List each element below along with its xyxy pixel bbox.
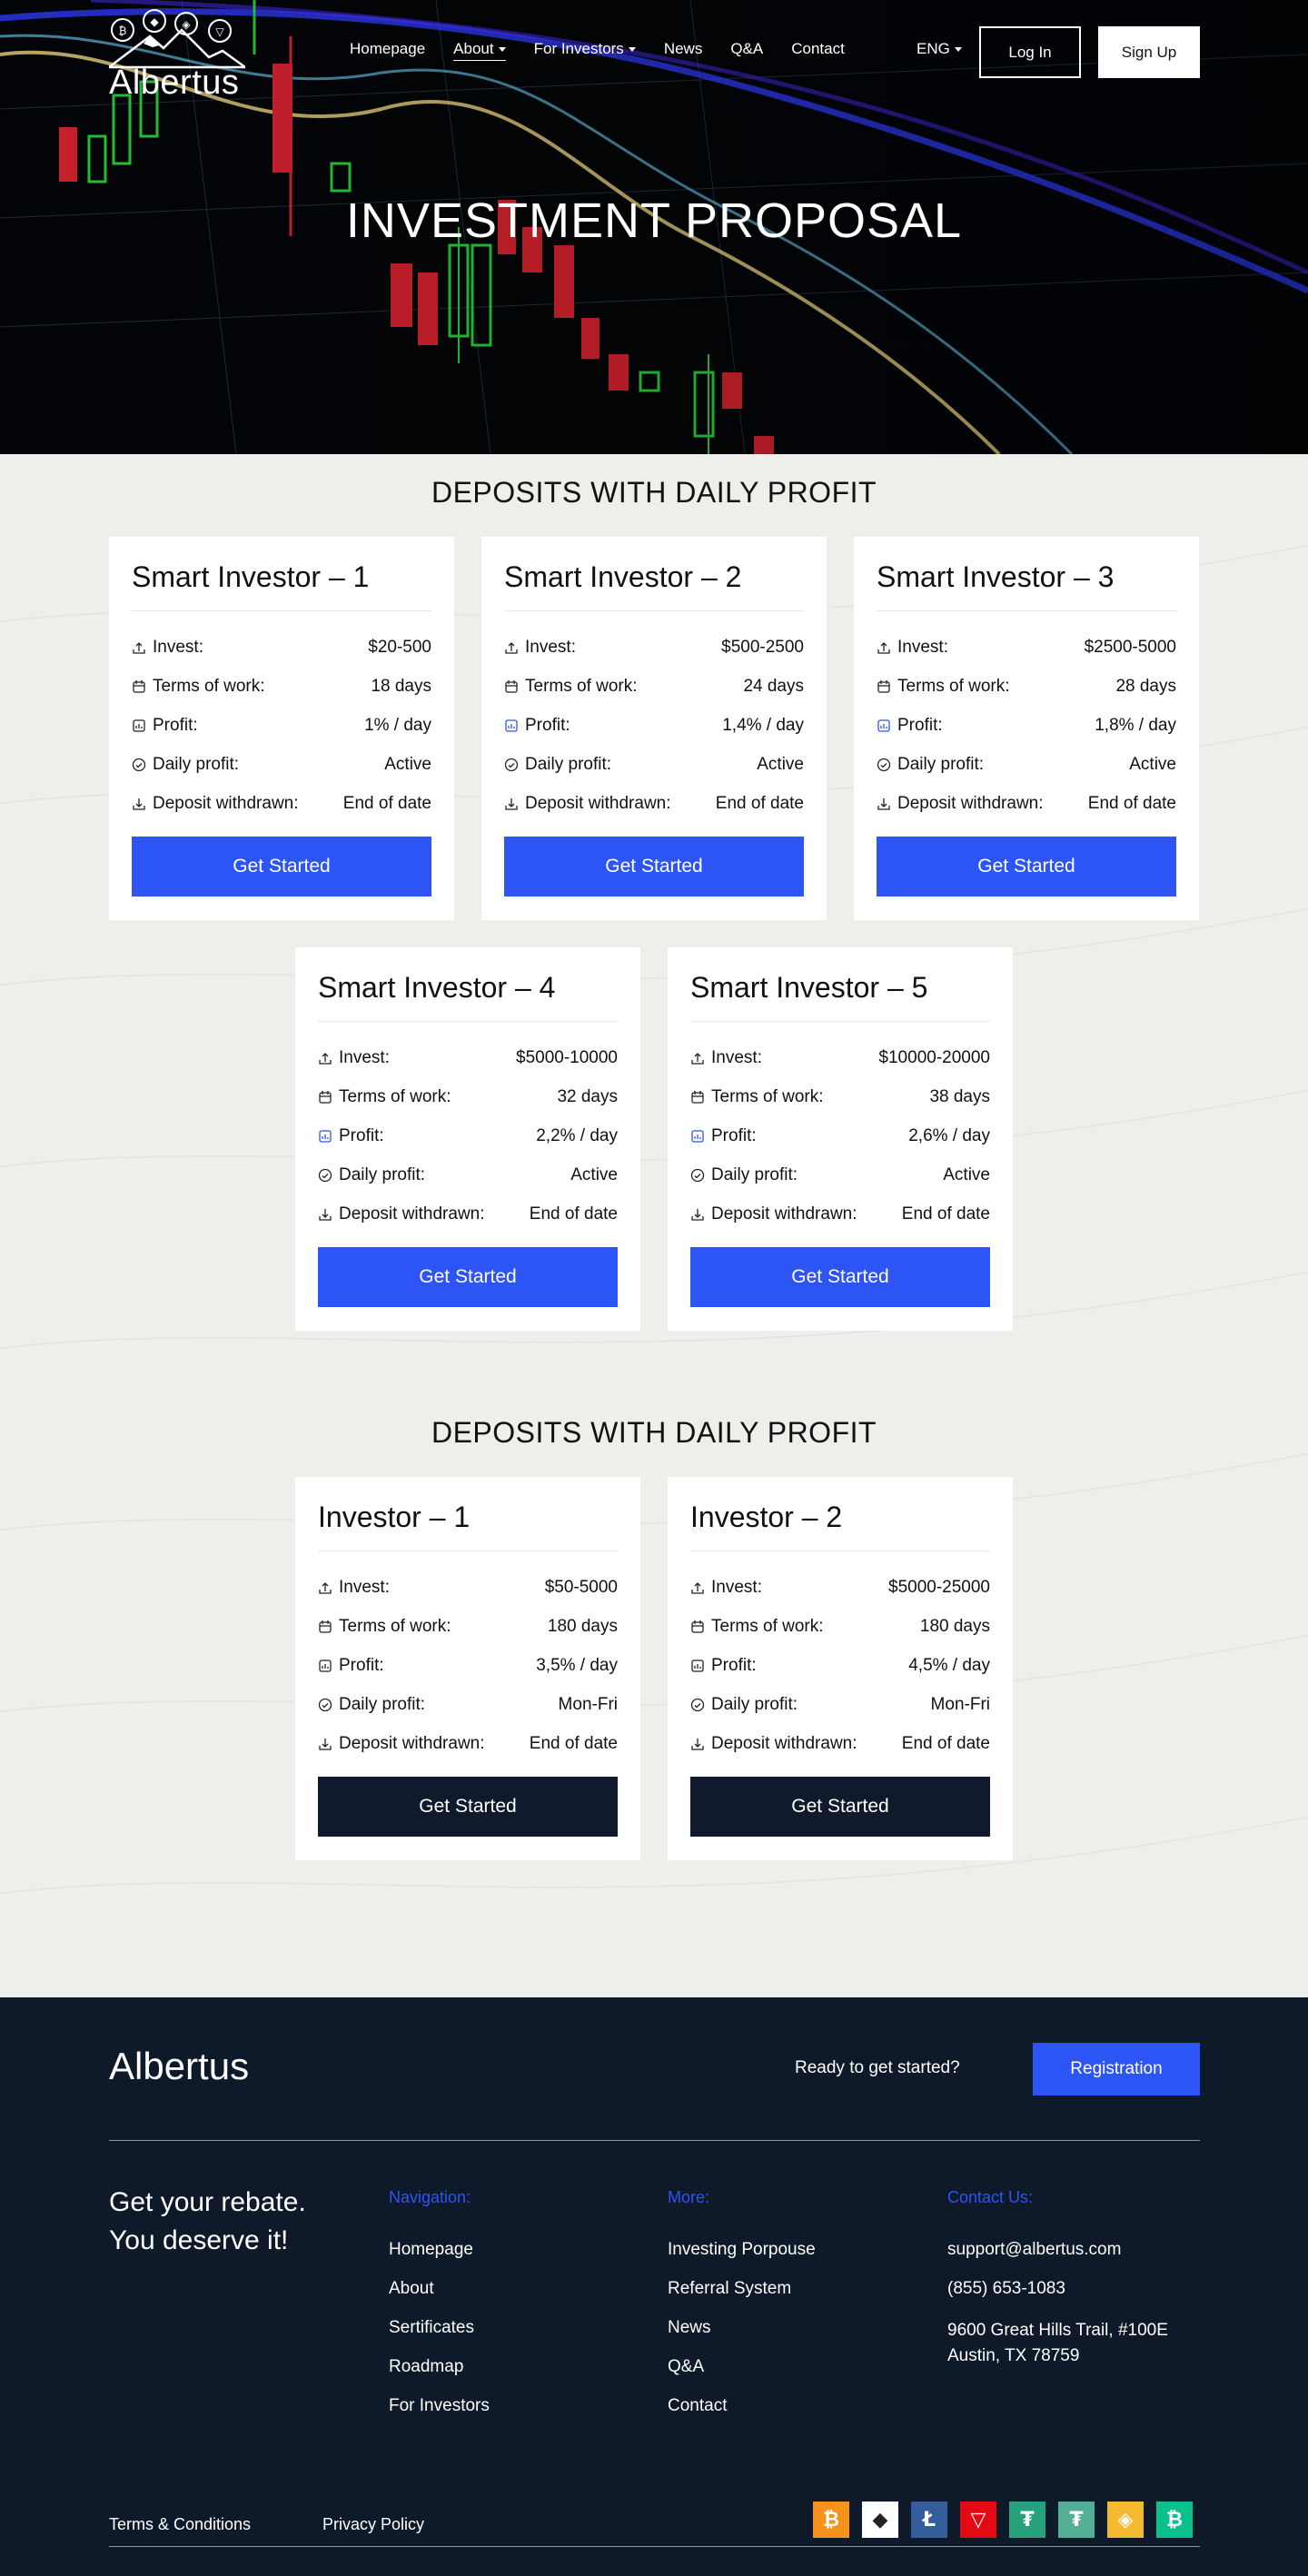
download-icon — [877, 797, 891, 811]
binance-icon: ◈ — [1107, 2502, 1144, 2538]
row-profit: Profit: 1,8% / day — [877, 706, 1176, 745]
footer-slogan: Get your rebate. You deserve it! — [109, 2187, 306, 2255]
check-circle-icon — [690, 1168, 705, 1183]
download-icon — [690, 1207, 705, 1222]
upload-icon — [318, 1580, 332, 1595]
row-profit: Profit: 2,2% / day — [318, 1116, 618, 1155]
plan-card-smart-2 — [481, 537, 827, 920]
calendar-icon — [690, 1620, 705, 1634]
plan-card-smart-5 — [668, 947, 1013, 1331]
row-withdrawn: Deposit withdrawn: End of date — [690, 1194, 990, 1234]
get-started-button[interactable]: Get Started — [877, 837, 1176, 897]
get-started-button[interactable]: Get Started — [318, 1777, 618, 1837]
row-withdrawn: Deposit withdrawn: End of date — [318, 1724, 618, 1763]
row-terms: Terms of work: 180 days — [318, 1607, 618, 1646]
chevron-down-icon — [955, 47, 962, 52]
upload-icon — [318, 1051, 332, 1065]
row-invest: Invest: $20-500 — [132, 628, 431, 667]
calendar-icon — [318, 1620, 332, 1634]
footer-contact-heading: Contact Us: — [947, 2188, 1034, 2206]
footer-bottom-divider — [109, 2546, 1200, 2547]
get-started-button[interactable]: Get Started — [318, 1247, 618, 1307]
plan-card-investor-1 — [295, 1477, 640, 1860]
row-terms: Terms of work: 18 days — [132, 667, 431, 706]
svg-text:◆: ◆ — [150, 15, 159, 28]
payment-methods — [813, 2502, 1193, 2538]
language-selector[interactable]: ENG — [917, 40, 962, 58]
svg-text:▽: ▽ — [215, 25, 224, 38]
row-daily: Daily profit: Active — [504, 745, 804, 784]
upload-icon — [132, 640, 146, 655]
get-started-button[interactable]: Get Started — [690, 1247, 990, 1307]
row-terms: Terms of work: 38 days — [690, 1077, 990, 1116]
plan-name: Smart Investor – 5 — [690, 967, 990, 1022]
check-circle-icon — [318, 1168, 332, 1183]
chart-icon — [877, 718, 891, 733]
footer-link-contact[interactable]: Contact — [668, 2396, 728, 2415]
plan-card-investor-2 — [668, 1477, 1013, 1860]
page-title: INVESTMENT PROPOSAL — [345, 193, 963, 248]
row-withdrawn: Deposit withdrawn: End of date — [877, 784, 1176, 823]
nav-homepage[interactable]: Homepage — [350, 40, 426, 57]
chart-icon — [318, 1129, 332, 1144]
row-invest: Invest: $50-5000 — [318, 1568, 618, 1607]
row-withdrawn: Deposit withdrawn: End of date — [318, 1194, 618, 1234]
check-circle-icon — [690, 1698, 705, 1712]
footer-link-roadmap[interactable]: Roadmap — [389, 2357, 464, 2376]
litecoin-icon: Ł — [911, 2502, 947, 2538]
footer-contact — [947, 2188, 1168, 2369]
nav-for-investors[interactable]: For Investors — [534, 40, 636, 61]
footer-nav-heading: Navigation: — [389, 2188, 471, 2206]
download-icon — [132, 797, 146, 811]
row-terms: Terms of work: 28 days — [877, 667, 1176, 706]
check-circle-icon — [504, 758, 519, 772]
nav-qa[interactable]: Q&A — [730, 40, 764, 57]
check-circle-icon — [318, 1698, 332, 1712]
row-withdrawn: Deposit withdrawn: End of date — [504, 784, 804, 823]
section-title-investor: DEPOSITS WITH DAILY PROFIT — [431, 1416, 877, 1449]
plans-section — [0, 454, 1308, 1997]
calendar-icon — [877, 679, 891, 694]
plan-card-smart-3 — [854, 537, 1199, 920]
row-daily: Daily profit: Mon-Fri — [318, 1685, 618, 1724]
svg-text:◈: ◈ — [182, 18, 191, 31]
plan-name: Smart Investor – 4 — [318, 967, 618, 1022]
tron-icon: ▽ — [960, 2502, 996, 2538]
calendar-icon — [504, 679, 519, 694]
footer-link-investing-porpouse[interactable]: Investing Porpouse — [668, 2240, 816, 2259]
svg-text:₿: ₿ — [118, 25, 127, 37]
footer-link-sertificates[interactable]: Sertificates — [389, 2318, 474, 2337]
get-started-button[interactable]: Get Started — [690, 1777, 990, 1837]
row-invest: Invest: $2500-5000 — [877, 628, 1176, 667]
ethereum-icon: ◆ — [862, 2502, 898, 2538]
chart-icon — [690, 1129, 705, 1144]
plan-name: Investor – 1 — [318, 1497, 618, 1551]
footer-link-for-investors[interactable]: For Investors — [389, 2396, 490, 2415]
row-profit: Profit: 1,4% / day — [504, 706, 804, 745]
row-invest: Invest: $500-2500 — [504, 628, 804, 667]
footer-brand[interactable]: Albertus — [109, 2045, 250, 2087]
row-profit: Profit: 1% / day — [132, 706, 431, 745]
plan-name: Smart Investor – 1 — [132, 557, 431, 611]
brand-name[interactable]: Albertus — [109, 64, 240, 102]
row-daily: Daily profit: Mon-Fri — [690, 1685, 990, 1724]
row-daily: Daily profit: Active — [132, 745, 431, 784]
chart-icon — [690, 1659, 705, 1673]
plan-name: Smart Investor – 3 — [877, 557, 1176, 611]
chart-icon — [318, 1659, 332, 1673]
download-icon — [318, 1737, 332, 1751]
get-started-button[interactable]: Get Started — [504, 837, 804, 897]
chevron-down-icon — [629, 47, 636, 52]
check-circle-icon — [132, 758, 146, 772]
check-circle-icon — [877, 758, 891, 772]
upload-icon — [690, 1580, 705, 1595]
footer-link-homepage[interactable]: Homepage — [389, 2240, 473, 2259]
upload-icon — [877, 640, 891, 655]
footer-link-about[interactable]: About — [389, 2279, 434, 2298]
plan-card-smart-1 — [109, 537, 454, 920]
row-profit: Profit: 2,6% / day — [690, 1116, 990, 1155]
nav-news[interactable]: News — [663, 40, 703, 57]
footer-navigation — [389, 2188, 490, 2435]
row-invest: Invest: $10000-20000 — [690, 1038, 990, 1077]
row-profit: Profit: 4,5% / day — [690, 1646, 990, 1685]
footer — [0, 1997, 1308, 2576]
hero-section — [0, 0, 1308, 454]
plan-name: Investor – 2 — [690, 1497, 990, 1551]
plan-name: Smart Investor – 2 — [504, 557, 804, 611]
row-withdrawn: Deposit withdrawn: End of date — [132, 784, 431, 823]
calendar-icon — [132, 679, 146, 694]
row-daily: Daily profit: Active — [877, 745, 1176, 784]
chart-icon — [132, 718, 146, 733]
tether-alt-icon: ₮ — [1058, 2502, 1095, 2538]
upload-icon — [504, 640, 519, 655]
footer-link-qa[interactable]: Q&A — [668, 2357, 705, 2376]
row-withdrawn: Deposit withdrawn: End of date — [690, 1724, 990, 1763]
nav-contact[interactable]: Contact — [791, 40, 845, 57]
chevron-down-icon — [499, 47, 506, 52]
row-invest: Invest: $5000-25000 — [690, 1568, 990, 1607]
footer-link-news[interactable]: News — [668, 2318, 711, 2337]
footer-link-referral-system[interactable]: Referral System — [668, 2279, 792, 2298]
login-button[interactable]: Log In — [979, 26, 1081, 78]
footer-divider — [109, 2140, 1200, 2141]
privacy-link[interactable]: Privacy Policy — [322, 2515, 425, 2533]
row-terms: Terms of work: 32 days — [318, 1077, 618, 1116]
row-terms: Terms of work: 24 days — [504, 667, 804, 706]
footer-more-heading: More: — [668, 2188, 710, 2206]
plan-card-smart-4 — [295, 947, 640, 1331]
contact-email[interactable]: support@albertus.com — [947, 2240, 1122, 2259]
registration-button[interactable]: Registration — [1033, 2043, 1200, 2095]
get-started-button[interactable]: Get Started — [132, 837, 431, 897]
footer-more — [668, 2188, 816, 2435]
row-terms: Terms of work: 180 days — [690, 1607, 990, 1646]
calendar-icon — [318, 1090, 332, 1105]
row-daily: Daily profit: Active — [318, 1155, 618, 1194]
tether-icon: ₮ — [1009, 2502, 1045, 2538]
upload-icon — [690, 1051, 705, 1065]
download-icon — [318, 1207, 332, 1222]
download-icon — [504, 797, 519, 811]
top-navigation — [0, 0, 1308, 100]
contact-phone[interactable]: (855) 653-1083 — [947, 2279, 1065, 2298]
download-icon — [690, 1737, 705, 1751]
row-invest: Invest: $5000-10000 — [318, 1038, 618, 1077]
row-daily: Daily profit: Active — [690, 1155, 990, 1194]
row-profit: Profit: 3,5% / day — [318, 1646, 618, 1685]
footer-cta-text: Ready to get started? — [795, 2058, 960, 2077]
chart-icon — [504, 718, 519, 733]
terms-link[interactable]: Terms & Conditions — [109, 2515, 252, 2533]
calendar-icon — [690, 1090, 705, 1105]
nav-about[interactable]: About — [453, 40, 505, 61]
bitcoin-cash-icon: ₿ — [1156, 2502, 1193, 2538]
contact-address: 9600 Great Hills Trail, #100E Austin, TX 78759 — [947, 2321, 1168, 2365]
signup-button[interactable]: Sign Up — [1098, 26, 1200, 78]
bitcoin-icon: ₿ — [813, 2502, 849, 2538]
section-title-smart: DEPOSITS WITH DAILY PROFIT — [431, 476, 877, 509]
main-menu — [350, 40, 873, 61]
